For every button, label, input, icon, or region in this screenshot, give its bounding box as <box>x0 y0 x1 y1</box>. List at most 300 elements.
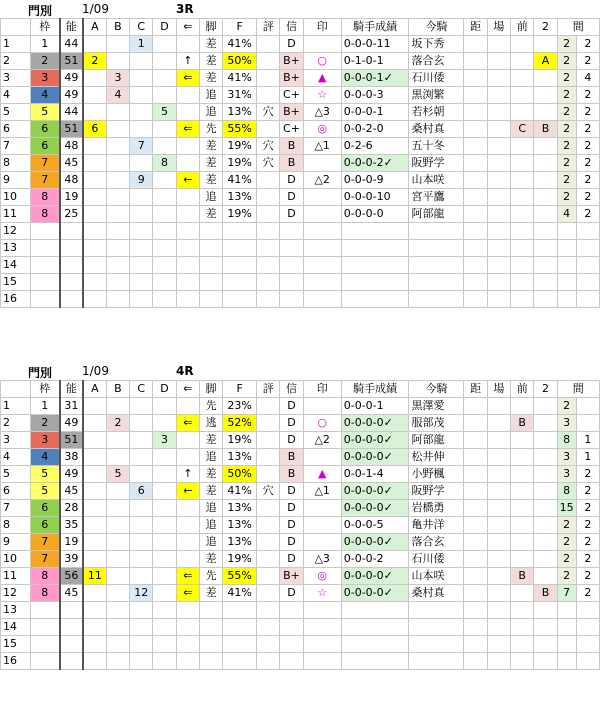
cell-kyaku: 追 <box>199 534 222 551</box>
cell-mae <box>511 517 534 534</box>
cell-ma1: 3 <box>557 449 576 466</box>
cell-b <box>106 449 129 466</box>
empty-cell <box>409 257 464 274</box>
cell-kon: 山本咲 <box>409 568 464 585</box>
cell-b <box>106 155 129 172</box>
empty-cell <box>280 291 303 308</box>
empty-cell <box>576 653 599 670</box>
cell-nou: 49 <box>60 70 83 87</box>
cell-kyaku: 追 <box>199 189 222 206</box>
empty-cell <box>257 240 280 257</box>
cell-a <box>83 172 106 189</box>
empty-cell <box>487 619 510 636</box>
empty-cell <box>487 653 510 670</box>
cell-mae <box>511 398 534 415</box>
row-number: 4 <box>1 449 31 466</box>
empty-row <box>1 257 600 274</box>
cell-kyaku: 差 <box>199 172 222 189</box>
row-number: 12 <box>1 585 31 602</box>
cell-kon: 石川倭 <box>409 70 464 87</box>
header-kyaku: 脚 <box>199 19 222 36</box>
table-row[interactable] <box>1 172 600 189</box>
empty-row <box>1 602 600 619</box>
row-number: 8 <box>1 155 31 172</box>
empty-cell <box>557 653 576 670</box>
cell-kon: 五十冬 <box>409 138 464 155</box>
cell-arrow <box>176 138 199 155</box>
cell-arrow <box>176 449 199 466</box>
cell-ma1: 3 <box>557 415 576 432</box>
table-row[interactable] <box>1 449 600 466</box>
cell-f: 19% <box>223 551 257 568</box>
cell-hyo <box>257 172 280 189</box>
empty-cell <box>130 274 153 291</box>
header-row <box>1 19 600 36</box>
cell-shirushi <box>303 534 341 551</box>
cell-seiseki: 0-0-0-0✓ <box>341 432 409 449</box>
cell-c <box>130 104 153 121</box>
cell-kyo <box>464 551 487 568</box>
cell-ma2: 2 <box>576 53 599 70</box>
header-ma: 間 <box>557 19 599 36</box>
cell-shirushi <box>303 189 341 206</box>
cell-d <box>153 585 176 602</box>
cell-mae <box>511 432 534 449</box>
empty-cell <box>511 223 534 240</box>
cell-nou: 45 <box>60 155 83 172</box>
empty-cell <box>576 636 599 653</box>
cell-ba <box>487 36 510 53</box>
table-row[interactable] <box>1 534 600 551</box>
race-block-4r <box>0 362 600 670</box>
cell-ma2: 2 <box>576 585 599 602</box>
empty-cell <box>30 223 60 240</box>
cell-nou: 51 <box>60 432 83 449</box>
empty-cell <box>557 274 576 291</box>
cell-ma2: 2 <box>576 206 599 223</box>
empty-cell <box>199 619 222 636</box>
cell-b <box>106 585 129 602</box>
cell-waku: 4 <box>30 449 60 466</box>
cell-shirushi: △1 <box>303 138 341 155</box>
empty-cell <box>464 602 487 619</box>
cell-mae <box>511 449 534 466</box>
table-row[interactable] <box>1 568 600 585</box>
table-row[interactable] <box>1 415 600 432</box>
table-row[interactable] <box>1 155 600 172</box>
table-row[interactable] <box>1 189 600 206</box>
cell-a: 2 <box>83 53 106 70</box>
header-row <box>1 381 600 398</box>
cell-d <box>153 53 176 70</box>
cell-kon: 石川倭 <box>409 551 464 568</box>
cell-ba <box>487 70 510 87</box>
cell-arrow <box>176 517 199 534</box>
cell-shirushi: ☆ <box>303 87 341 104</box>
cell-ma2: 2 <box>576 534 599 551</box>
cell-ma1: 7 <box>557 585 576 602</box>
empty-cell <box>409 619 464 636</box>
empty-cell <box>176 602 199 619</box>
cell-waku: 8 <box>30 206 60 223</box>
cell-c: 7 <box>130 138 153 155</box>
cell-a <box>83 432 106 449</box>
cell-kon: 山本咲 <box>409 172 464 189</box>
cell-c <box>130 551 153 568</box>
cell-hyo <box>257 398 280 415</box>
cell-shirushi <box>303 449 341 466</box>
cell-nou: 48 <box>60 138 83 155</box>
cell-waku: 2 <box>30 53 60 70</box>
cell-shirushi <box>303 500 341 517</box>
empty-cell <box>199 636 222 653</box>
cell-ma2: 2 <box>576 138 599 155</box>
empty-cell <box>153 257 176 274</box>
row-number: 16 <box>1 653 31 670</box>
cell-shin: B <box>280 466 303 483</box>
cell-shirushi: △3 <box>303 104 341 121</box>
date-label: 1/09 <box>82 2 109 16</box>
cell-ma1: 2 <box>557 138 576 155</box>
empty-cell <box>130 653 153 670</box>
header-shin: 信 <box>280 381 303 398</box>
empty-cell <box>223 223 257 240</box>
cell-mae <box>511 155 534 172</box>
cell-kyo <box>464 398 487 415</box>
empty-cell <box>176 240 199 257</box>
cell-kyo <box>464 189 487 206</box>
cell-kyaku: 逃 <box>199 415 222 432</box>
cell-shirushi <box>303 206 341 223</box>
empty-cell <box>576 240 599 257</box>
cell-ma1: 2 <box>557 534 576 551</box>
cell-nou: 45 <box>60 483 83 500</box>
cell-kyaku: 追 <box>199 104 222 121</box>
empty-cell <box>576 602 599 619</box>
cell-seiseki: 0-0-0-0✓ <box>341 449 409 466</box>
cell-kyaku: 追 <box>199 500 222 517</box>
cell-ma2: 2 <box>576 121 599 138</box>
cell-ma2: 2 <box>576 517 599 534</box>
cell-ba <box>487 551 510 568</box>
table-row[interactable] <box>1 87 600 104</box>
cell-ba <box>487 483 510 500</box>
empty-cell <box>83 291 106 308</box>
cell-nou: 25 <box>60 206 83 223</box>
empty-cell <box>534 653 557 670</box>
cell-kon: 阿部龍 <box>409 206 464 223</box>
cell-ma2: 2 <box>576 87 599 104</box>
cell-c: 6 <box>130 483 153 500</box>
row-number: 2 <box>1 415 31 432</box>
header-mae: 前 <box>511 19 534 36</box>
header-kyo: 距 <box>464 381 487 398</box>
race-number: 4R <box>176 364 194 378</box>
table-row[interactable] <box>1 206 600 223</box>
header-c: C <box>130 381 153 398</box>
cell-waku: 5 <box>30 104 60 121</box>
empty-cell <box>83 257 106 274</box>
cell-mae <box>511 138 534 155</box>
cell-nou: 28 <box>60 500 83 517</box>
cell-a <box>83 415 106 432</box>
header-c: C <box>130 19 153 36</box>
cell-a <box>83 551 106 568</box>
cell-arrow <box>176 432 199 449</box>
cell-arrow: ⇐ <box>176 70 199 87</box>
cell-waku: 6 <box>30 517 60 534</box>
cell-shin: D <box>280 483 303 500</box>
cell-seiseki: 0-0-0-5 <box>341 517 409 534</box>
cell-hyo <box>257 70 280 87</box>
cell-kon: 桑村真 <box>409 121 464 138</box>
cell-kyo <box>464 138 487 155</box>
cell-ma1: 2 <box>557 568 576 585</box>
empty-cell <box>341 602 409 619</box>
race-block-3r <box>0 0 600 308</box>
cell-shirushi <box>303 398 341 415</box>
cell-ni <box>534 155 557 172</box>
table-row[interactable] <box>1 500 600 517</box>
cell-hyo <box>257 449 280 466</box>
cell-hyo: 穴 <box>257 138 280 155</box>
cell-a <box>83 585 106 602</box>
empty-cell <box>153 274 176 291</box>
table-row[interactable] <box>1 398 600 415</box>
table-row[interactable] <box>1 104 600 121</box>
cell-mae <box>511 70 534 87</box>
cell-kyaku: 差 <box>199 483 222 500</box>
cell-d <box>153 172 176 189</box>
cell-waku: 8 <box>30 189 60 206</box>
cell-ba <box>487 449 510 466</box>
empty-cell <box>341 619 409 636</box>
empty-cell <box>534 274 557 291</box>
cell-nou: 49 <box>60 466 83 483</box>
cell-b <box>106 568 129 585</box>
empty-cell <box>153 653 176 670</box>
cell-nou: 31 <box>60 398 83 415</box>
empty-cell <box>409 274 464 291</box>
cell-shirushi <box>303 155 341 172</box>
cell-shin: B+ <box>280 568 303 585</box>
cell-kon: 小野楓 <box>409 466 464 483</box>
empty-cell <box>176 653 199 670</box>
cell-shin: C+ <box>280 87 303 104</box>
cell-shirushi <box>303 517 341 534</box>
empty-cell <box>303 653 341 670</box>
empty-cell <box>280 274 303 291</box>
table-row[interactable] <box>1 483 600 500</box>
cell-b: 4 <box>106 87 129 104</box>
table-row[interactable] <box>1 138 600 155</box>
cell-f: 41% <box>223 585 257 602</box>
table-row[interactable] <box>1 53 600 70</box>
race-title <box>0 0 600 18</box>
cell-b <box>106 500 129 517</box>
cell-c <box>130 466 153 483</box>
cell-seiseki: 0-0-0-1✓ <box>341 70 409 87</box>
cell-ma1: 2 <box>557 121 576 138</box>
cell-f: 55% <box>223 568 257 585</box>
header-corner <box>1 19 31 36</box>
cell-ni <box>534 70 557 87</box>
cell-ma2: 2 <box>576 172 599 189</box>
empty-cell <box>303 274 341 291</box>
cell-shin: D <box>280 500 303 517</box>
empty-cell <box>464 636 487 653</box>
empty-cell <box>106 619 129 636</box>
cell-hyo <box>257 121 280 138</box>
cell-mae: B <box>511 415 534 432</box>
cell-c: 9 <box>130 172 153 189</box>
cell-hyo <box>257 534 280 551</box>
empty-cell <box>257 223 280 240</box>
cell-arrow: ← <box>176 483 199 500</box>
cell-ni <box>534 466 557 483</box>
empty-cell <box>60 240 83 257</box>
cell-kon: 坂下秀 <box>409 36 464 53</box>
cell-seiseki: 0-0-0-2✓ <box>341 155 409 172</box>
table-row[interactable] <box>1 517 600 534</box>
cell-kon: 落合玄 <box>409 53 464 70</box>
cell-nou: 49 <box>60 415 83 432</box>
cell-mae <box>511 53 534 70</box>
empty-cell <box>341 274 409 291</box>
empty-cell <box>341 223 409 240</box>
cell-hyo <box>257 500 280 517</box>
header-ba: 場 <box>487 381 510 398</box>
empty-cell <box>176 636 199 653</box>
empty-cell <box>153 636 176 653</box>
empty-cell <box>60 223 83 240</box>
row-number: 6 <box>1 483 31 500</box>
cell-hyo <box>257 551 280 568</box>
cell-nou: 35 <box>60 517 83 534</box>
cell-d: 3 <box>153 432 176 449</box>
cell-waku: 7 <box>30 155 60 172</box>
empty-cell <box>487 257 510 274</box>
venue-label: 門別 <box>28 4 53 18</box>
cell-hyo <box>257 415 280 432</box>
cell-ma1: 2 <box>557 517 576 534</box>
cell-seiseki: 0-0-0-10 <box>341 189 409 206</box>
cell-ba <box>487 189 510 206</box>
cell-kyaku: 差 <box>199 551 222 568</box>
table-row[interactable] <box>1 551 600 568</box>
cell-shirushi: ○ <box>303 415 341 432</box>
empty-cell <box>464 274 487 291</box>
row-number: 15 <box>1 636 31 653</box>
empty-cell <box>153 240 176 257</box>
table-row[interactable] <box>1 70 600 87</box>
row-number: 3 <box>1 432 31 449</box>
header-b: B <box>106 19 129 36</box>
table-row[interactable] <box>1 432 600 449</box>
empty-cell <box>223 291 257 308</box>
table-row[interactable] <box>1 36 600 53</box>
cell-arrow <box>176 206 199 223</box>
empty-cell <box>83 636 106 653</box>
cell-shin: D <box>280 585 303 602</box>
table-row[interactable] <box>1 585 600 602</box>
empty-cell <box>280 223 303 240</box>
empty-cell <box>303 619 341 636</box>
cell-kyo <box>464 155 487 172</box>
empty-cell <box>576 619 599 636</box>
cell-hyo <box>257 466 280 483</box>
cell-d <box>153 138 176 155</box>
cell-ma2: 2 <box>576 500 599 517</box>
header-corner <box>1 381 31 398</box>
empty-cell <box>106 240 129 257</box>
empty-cell <box>341 291 409 308</box>
empty-cell <box>303 257 341 274</box>
cell-kyo <box>464 53 487 70</box>
row-number: 10 <box>1 551 31 568</box>
table-row[interactable] <box>1 121 600 138</box>
cell-shin: D <box>280 189 303 206</box>
empty-cell <box>257 636 280 653</box>
header-arrow: ⇐ <box>176 381 199 398</box>
header-seiseki: 騎手成績 <box>341 381 409 398</box>
cell-ni <box>534 398 557 415</box>
date-label: 1/09 <box>82 364 109 378</box>
cell-waku: 6 <box>30 121 60 138</box>
empty-cell <box>83 619 106 636</box>
table-row[interactable] <box>1 466 600 483</box>
cell-waku: 7 <box>30 172 60 189</box>
cell-kyo <box>464 483 487 500</box>
cell-a <box>83 36 106 53</box>
cell-c <box>130 415 153 432</box>
cell-seiseki: 0-0-0-2 <box>341 551 409 568</box>
cell-f: 13% <box>223 534 257 551</box>
cell-mae <box>511 189 534 206</box>
cell-hyo <box>257 53 280 70</box>
cell-c <box>130 568 153 585</box>
row-number: 7 <box>1 500 31 517</box>
cell-hyo <box>257 206 280 223</box>
cell-waku: 1 <box>30 36 60 53</box>
cell-kyo <box>464 517 487 534</box>
row-number: 16 <box>1 291 31 308</box>
empty-row <box>1 619 600 636</box>
cell-seiseki: 0-0-0-3 <box>341 87 409 104</box>
empty-cell <box>280 602 303 619</box>
cell-nou: 38 <box>60 449 83 466</box>
empty-cell <box>223 602 257 619</box>
cell-shin: B+ <box>280 53 303 70</box>
empty-cell <box>199 240 222 257</box>
cell-d <box>153 483 176 500</box>
cell-b <box>106 121 129 138</box>
cell-waku: 8 <box>30 585 60 602</box>
header-hyo: 評 <box>257 381 280 398</box>
cell-f: 41% <box>223 172 257 189</box>
cell-shin: D <box>280 551 303 568</box>
cell-ba <box>487 466 510 483</box>
race-table <box>0 18 600 308</box>
cell-shin: D <box>280 415 303 432</box>
empty-cell <box>534 291 557 308</box>
cell-f: 41% <box>223 36 257 53</box>
cell-mae <box>511 500 534 517</box>
cell-d <box>153 36 176 53</box>
cell-c <box>130 53 153 70</box>
cell-a <box>83 70 106 87</box>
empty-cell <box>153 602 176 619</box>
